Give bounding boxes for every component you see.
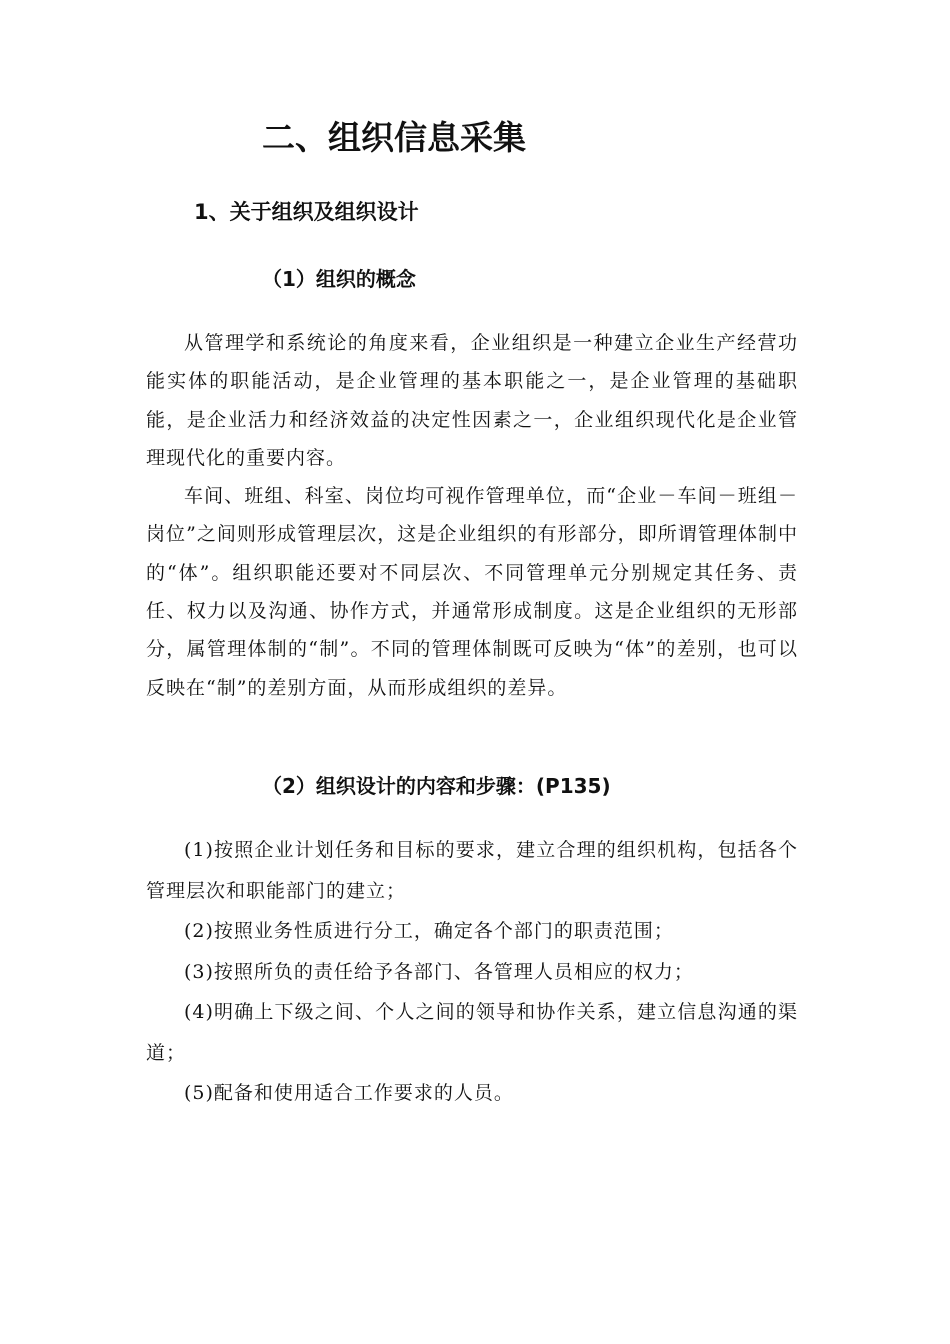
list-item: (5)配备和使用适合工作要求的人员。 [184,1082,514,1104]
list-item: (2)按照业务性质进行分工，确定各个部门的职责范围； [184,920,674,942]
subsection-heading-concept: （1）组织的概念 [262,267,416,291]
concept-text [146,324,798,707]
subsection-heading-design-steps: （2）组织设计的内容和步骤：(P135) [262,774,611,798]
list-item: (1)按照企业计划任务和目标的要求，建立合理的组织机构，包括各个管理层次和职能部门的建立； [146,839,798,902]
paragraph: 从管理学和系统论的角度来看，企业组织是一种建立企业生产经营功能实体的职能活动，是企业管理的基本职能之一，是企业管理的基础职能，是企业活力和经济效益的决定性因素之一，企业组织现代化是企业管理现代化的重要内容。 [146,332,798,469]
section-heading: 1、关于组织及组织设计 [194,200,419,224]
list-item: (3)按照所负的责任给予各部门、各管理人员相应的权力； [184,960,694,983]
paragraph: 车间、班组、科室、岗位均可视作管理单位，而“企业－车间－班组－岗位”之间则形成管理层次，这是企业组织的有形部分，即所谓管理体制中的“体”。组织职能还要对不同层次、不同管理单元分别规定其任务、责任、权力以及沟通、协作方式，并通常形成制度。这是企业组织的无形部分，属管理体制的“制”。不同的管理体制既可反映为“体”的差别，也可以反映在“制”的差别方面，从而形成组织的差异。 [146,485,798,699]
design-steps-list [146,830,798,1114]
list-item: (4)明确上下级之间、个人之间的领导和协作关系，建立信息沟通的渠道； [146,1001,798,1064]
page-title: 二、组织信息采集 [262,118,526,157]
